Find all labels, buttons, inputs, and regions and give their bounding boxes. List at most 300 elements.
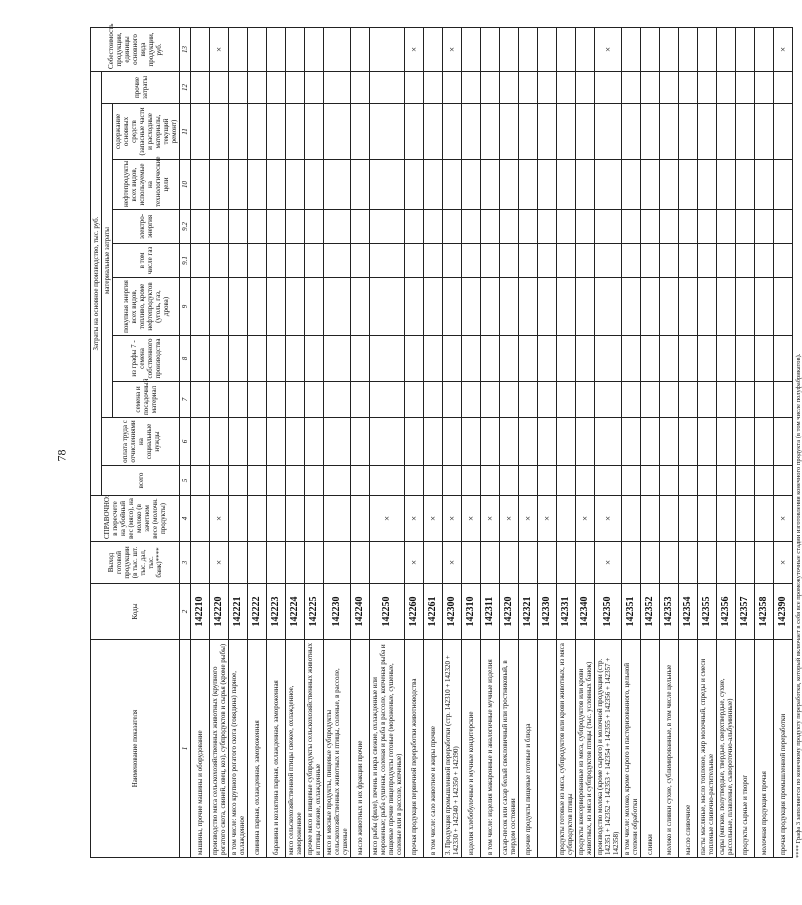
row-unit-cost bbox=[286, 27, 305, 71]
row-cost-cell bbox=[210, 278, 229, 336]
row-cost-cell bbox=[351, 104, 370, 160]
row-cost-cell bbox=[698, 104, 717, 160]
row-cost-cell bbox=[679, 210, 698, 244]
row-cost-cell bbox=[405, 336, 424, 382]
row-cost-cell bbox=[557, 382, 576, 418]
table-row bbox=[351, 27, 370, 857]
column-number: 6 bbox=[180, 418, 191, 466]
row-cost-cell bbox=[351, 382, 370, 418]
row-reference: × bbox=[576, 496, 595, 542]
row-reference bbox=[351, 496, 370, 542]
row-cost-cell bbox=[519, 104, 538, 160]
row-cost-cell bbox=[622, 418, 641, 466]
row-name: свинина парная, охлажденная, замороженная bbox=[248, 640, 267, 858]
row-output bbox=[698, 542, 717, 584]
row-cost-cell bbox=[519, 278, 538, 336]
row-cost-cell bbox=[191, 382, 210, 418]
row-cost-cell bbox=[248, 210, 267, 244]
row-cost-cell bbox=[370, 160, 405, 210]
row-cost-cell bbox=[405, 104, 424, 160]
row-cost-cell bbox=[698, 278, 717, 336]
row-cost-cell bbox=[576, 71, 595, 103]
row-cost-cell bbox=[679, 418, 698, 466]
row-cost-cell bbox=[305, 160, 324, 210]
row-cost-cell bbox=[191, 278, 210, 336]
row-code: 142321 bbox=[519, 584, 538, 640]
row-name: мясо и мясные продукты, пищевые субпродукты сельскохозяйственных животных и птицы, соленые, в рассоле, сушеные bbox=[324, 640, 351, 858]
row-code: 142210 bbox=[191, 584, 210, 640]
row-unit-cost bbox=[248, 27, 267, 71]
row-cost-cell bbox=[424, 382, 443, 418]
row-cost-cell bbox=[717, 210, 736, 244]
row-output: × bbox=[405, 542, 424, 584]
row-cost-cell bbox=[641, 160, 660, 210]
row-name: в том числе: молоко, кроме сырого и пастеризованного, цельной степени обработки bbox=[622, 640, 641, 858]
row-cost-cell bbox=[717, 418, 736, 466]
row-cost-cell bbox=[641, 336, 660, 382]
row-output bbox=[324, 542, 351, 584]
row-unit-cost bbox=[370, 27, 405, 71]
row-reference bbox=[717, 496, 736, 542]
row-cost-cell bbox=[286, 382, 305, 418]
row-output bbox=[736, 542, 755, 584]
header-costs-group: Затраты на основное производство, тыс. руб. bbox=[91, 71, 102, 495]
row-cost-cell bbox=[660, 336, 679, 382]
row-cost-cell bbox=[755, 160, 774, 210]
row-cost-cell bbox=[424, 244, 443, 278]
rotated-report-page bbox=[90, 23, 802, 858]
row-cost-cell bbox=[305, 382, 324, 418]
row-unit-cost bbox=[500, 27, 519, 71]
row-cost-cell bbox=[248, 336, 267, 382]
header-oil: нефтепродукты всех видов, используемые на технологические цели bbox=[113, 160, 180, 210]
row-cost-cell bbox=[538, 244, 557, 278]
row-reference bbox=[305, 496, 324, 542]
header-maint: содержание основных средств (запасные части и расходные материалы, текущий ремонт) bbox=[113, 104, 180, 160]
row-cost-cell bbox=[622, 210, 641, 244]
row-cost-cell bbox=[443, 160, 462, 210]
header-name: Наименование показателя bbox=[91, 640, 180, 858]
row-cost-cell bbox=[641, 244, 660, 278]
row-unit-cost bbox=[305, 27, 324, 71]
column-number: 8 bbox=[180, 336, 191, 382]
row-code: 142261 bbox=[424, 584, 443, 640]
row-cost-cell bbox=[424, 418, 443, 466]
row-cost-cell bbox=[557, 104, 576, 160]
row-name: прочая продукция промышленной переработки bbox=[774, 640, 793, 858]
row-cost-cell bbox=[519, 382, 538, 418]
row-cost-cell bbox=[424, 160, 443, 210]
row-cost-cell bbox=[557, 418, 576, 466]
row-cost-cell bbox=[248, 382, 267, 418]
production-costs-table bbox=[90, 23, 793, 858]
row-cost-cell bbox=[405, 382, 424, 418]
row-cost-cell bbox=[267, 104, 286, 160]
row-cost-cell bbox=[538, 104, 557, 160]
column-number: 3 bbox=[180, 542, 191, 584]
row-cost-cell bbox=[774, 382, 793, 418]
row-cost-cell bbox=[405, 466, 424, 496]
header-seeds: семена и посадочный материал bbox=[113, 382, 180, 418]
row-cost-cell bbox=[286, 104, 305, 160]
row-reference bbox=[191, 496, 210, 542]
column-number: 7 bbox=[180, 382, 191, 418]
row-unit-cost bbox=[622, 27, 641, 71]
row-cost-cell bbox=[481, 278, 500, 336]
row-cost-cell bbox=[519, 418, 538, 466]
row-cost-cell bbox=[755, 278, 774, 336]
row-cost-cell bbox=[595, 160, 622, 210]
row-cost-cell bbox=[229, 418, 248, 466]
row-cost-cell bbox=[557, 244, 576, 278]
row-cost-cell bbox=[424, 210, 443, 244]
row-reference bbox=[679, 496, 698, 542]
row-name: прочее мясо и пищевые субпродукты сельскохозяйственных животных и птицы свежие, охлажденные bbox=[305, 640, 324, 858]
table-row bbox=[622, 27, 641, 857]
row-cost-cell bbox=[595, 418, 622, 466]
row-cost-cell bbox=[538, 466, 557, 496]
row-cost-cell bbox=[736, 104, 755, 160]
row-cost-cell bbox=[405, 244, 424, 278]
row-output: × bbox=[774, 542, 793, 584]
table-row bbox=[500, 27, 519, 857]
header-gas: в том числе газ bbox=[113, 244, 180, 278]
table-row bbox=[698, 27, 717, 857]
header-elec: электро-энергия bbox=[113, 210, 180, 244]
table-row bbox=[424, 27, 443, 857]
row-cost-cell bbox=[641, 71, 660, 103]
row-code: 142311 bbox=[481, 584, 500, 640]
row-cost-cell bbox=[481, 244, 500, 278]
row-reference: × bbox=[462, 496, 481, 542]
row-cost-cell bbox=[717, 336, 736, 382]
row-code: 142300 bbox=[443, 584, 462, 640]
row-cost-cell bbox=[443, 382, 462, 418]
row-cost-cell bbox=[538, 336, 557, 382]
row-cost-cell bbox=[229, 71, 248, 103]
header-other: прочие затраты bbox=[102, 71, 180, 103]
row-cost-cell bbox=[370, 104, 405, 160]
row-unit-cost: × bbox=[443, 27, 462, 71]
row-cost-cell bbox=[595, 382, 622, 418]
row-name: продукты консервированные из мяса, субпродуктов или крови животных, из мяса и субпродуктов птицы (тыс. условных банок) bbox=[576, 640, 595, 858]
row-cost-cell bbox=[576, 210, 595, 244]
column-number: 2 bbox=[180, 584, 191, 640]
row-cost-cell bbox=[557, 466, 576, 496]
row-cost-cell bbox=[462, 210, 481, 244]
row-cost-cell bbox=[698, 336, 717, 382]
row-cost-cell bbox=[286, 418, 305, 466]
row-cost-cell bbox=[622, 160, 641, 210]
row-cost-cell bbox=[191, 160, 210, 210]
row-output bbox=[267, 542, 286, 584]
row-cost-cell bbox=[576, 336, 595, 382]
row-cost-cell bbox=[576, 104, 595, 160]
row-cost-cell bbox=[698, 71, 717, 103]
row-cost-cell bbox=[210, 104, 229, 160]
row-cost-cell bbox=[370, 71, 405, 103]
row-cost-cell bbox=[576, 382, 595, 418]
table-row bbox=[736, 27, 755, 857]
row-name: баранина и козлятина парная, охлажденная, замороженная bbox=[267, 640, 286, 858]
row-unit-cost bbox=[557, 27, 576, 71]
row-cost-cell bbox=[500, 104, 519, 160]
table-row bbox=[210, 27, 229, 857]
row-cost-cell bbox=[210, 71, 229, 103]
row-cost-cell bbox=[679, 71, 698, 103]
row-cost-cell bbox=[500, 418, 519, 466]
row-cost-cell bbox=[424, 104, 443, 160]
row-cost-cell bbox=[622, 382, 641, 418]
row-cost-cell bbox=[210, 336, 229, 382]
row-cost-cell bbox=[191, 210, 210, 244]
row-cost-cell bbox=[229, 278, 248, 336]
row-cost-cell bbox=[500, 244, 519, 278]
row-code: 142230 bbox=[324, 584, 351, 640]
row-cost-cell bbox=[774, 244, 793, 278]
row-unit-cost bbox=[717, 27, 736, 71]
row-cost-cell bbox=[210, 418, 229, 466]
table-row bbox=[405, 27, 424, 857]
row-cost-cell bbox=[286, 278, 305, 336]
table-row bbox=[229, 27, 248, 857]
row-cost-cell bbox=[538, 71, 557, 103]
row-cost-cell bbox=[736, 71, 755, 103]
column-number: 11 bbox=[180, 104, 191, 160]
row-cost-cell bbox=[405, 210, 424, 244]
row-cost-cell bbox=[595, 336, 622, 382]
row-cost-cell bbox=[698, 466, 717, 496]
row-output bbox=[229, 542, 248, 584]
row-unit-cost bbox=[736, 27, 755, 71]
row-output: × bbox=[210, 542, 229, 584]
table-row bbox=[641, 27, 660, 857]
row-cost-cell bbox=[755, 104, 774, 160]
row-cost-cell bbox=[538, 210, 557, 244]
row-cost-cell bbox=[305, 278, 324, 336]
row-code: 142224 bbox=[286, 584, 305, 640]
row-cost-cell bbox=[679, 466, 698, 496]
row-cost-cell bbox=[500, 71, 519, 103]
row-cost-cell bbox=[443, 210, 462, 244]
row-output bbox=[286, 542, 305, 584]
row-cost-cell bbox=[660, 382, 679, 418]
row-cost-cell bbox=[267, 71, 286, 103]
row-reference bbox=[267, 496, 286, 542]
row-cost-cell bbox=[229, 210, 248, 244]
row-cost-cell bbox=[755, 466, 774, 496]
row-output bbox=[519, 542, 538, 584]
row-reference: × bbox=[424, 496, 443, 542]
row-cost-cell bbox=[443, 104, 462, 160]
row-code: 142340 bbox=[576, 584, 595, 640]
row-cost-cell bbox=[698, 382, 717, 418]
row-cost-cell bbox=[755, 418, 774, 466]
row-cost-cell bbox=[538, 278, 557, 336]
table-row bbox=[755, 27, 774, 857]
table-row bbox=[595, 27, 622, 857]
table-row bbox=[267, 27, 286, 857]
row-code: 142358 bbox=[755, 584, 774, 640]
row-code: 142354 bbox=[679, 584, 698, 640]
row-cost-cell bbox=[286, 244, 305, 278]
row-cost-cell bbox=[641, 418, 660, 466]
table-row bbox=[248, 27, 267, 857]
row-cost-cell bbox=[443, 244, 462, 278]
row-code: 142331 bbox=[557, 584, 576, 640]
row-unit-cost: × bbox=[595, 27, 622, 71]
row-code: 142350 bbox=[595, 584, 622, 640]
row-cost-cell bbox=[424, 71, 443, 103]
row-unit-cost bbox=[755, 27, 774, 71]
row-cost-cell bbox=[462, 71, 481, 103]
row-cost-cell bbox=[405, 278, 424, 336]
row-name: молоко и сливки сухие, сублимированные, в том числе цельные bbox=[660, 640, 679, 858]
row-cost-cell bbox=[500, 160, 519, 210]
row-cost-cell bbox=[774, 71, 793, 103]
row-name: производство мяса сельскохозяйственных животных (крупного рогатого скота, свиней, овец, коз), субпродуктов и сырья (кроме рыбы) bbox=[210, 640, 229, 858]
column-number: 12 bbox=[180, 71, 191, 103]
row-cost-cell bbox=[641, 382, 660, 418]
row-cost-cell bbox=[370, 244, 405, 278]
row-name: мясо сельскохозяйственной птицы свежее, охлажденное, замороженное bbox=[286, 640, 305, 858]
row-cost-cell bbox=[755, 210, 774, 244]
row-cost-cell bbox=[370, 210, 405, 244]
row-reference: × bbox=[405, 496, 424, 542]
row-cost-cell bbox=[717, 104, 736, 160]
row-cost-cell bbox=[229, 104, 248, 160]
row-cost-cell bbox=[210, 382, 229, 418]
row-cost-cell bbox=[717, 382, 736, 418]
row-unit-cost bbox=[641, 27, 660, 71]
row-reference bbox=[229, 496, 248, 542]
row-cost-cell bbox=[622, 104, 641, 160]
row-cost-cell bbox=[286, 160, 305, 210]
row-cost-cell bbox=[595, 466, 622, 496]
row-cost-cell bbox=[660, 210, 679, 244]
row-cost-cell bbox=[324, 160, 351, 210]
row-output bbox=[641, 542, 660, 584]
header-code: Коды bbox=[91, 584, 180, 640]
row-cost-cell bbox=[500, 466, 519, 496]
footnote: **** Графа 3 заполняется по конечному продукту переработки, который включает в себя все промежуточные стадии изготовления конечного продукта (в том числе полуфабрикатов). bbox=[795, 353, 802, 858]
row-cost-cell bbox=[736, 278, 755, 336]
header-total: всего bbox=[102, 466, 180, 496]
row-unit-cost bbox=[191, 27, 210, 71]
row-cost-cell bbox=[500, 382, 519, 418]
row-cost-cell bbox=[286, 466, 305, 496]
row-cost-cell bbox=[305, 418, 324, 466]
row-cost-cell bbox=[191, 104, 210, 160]
row-cost-cell bbox=[698, 244, 717, 278]
row-cost-cell bbox=[481, 104, 500, 160]
row-cost-cell bbox=[481, 466, 500, 496]
row-cost-cell bbox=[370, 466, 405, 496]
row-cost-cell bbox=[351, 278, 370, 336]
row-cost-cell bbox=[519, 160, 538, 210]
row-cost-cell bbox=[481, 382, 500, 418]
row-reference bbox=[660, 496, 679, 542]
header-output: Выход готовой продукции (в тыс. шт. тыс. дал, тыс. банк)**** bbox=[91, 542, 180, 584]
row-reference: × bbox=[538, 496, 557, 542]
row-cost-cell bbox=[660, 104, 679, 160]
row-output bbox=[679, 542, 698, 584]
row-unit-cost: × bbox=[405, 27, 424, 71]
row-unit-cost bbox=[660, 27, 679, 71]
row-reference bbox=[286, 496, 305, 542]
row-cost-cell bbox=[305, 466, 324, 496]
row-unit-cost bbox=[351, 27, 370, 71]
row-cost-cell bbox=[305, 71, 324, 103]
header-own-prod: из графы 7 - семена собственного производства bbox=[113, 336, 180, 382]
row-unit-cost bbox=[698, 27, 717, 71]
row-cost-cell bbox=[191, 244, 210, 278]
row-unit-cost bbox=[267, 27, 286, 71]
row-cost-cell bbox=[248, 160, 267, 210]
row-code: 142250 bbox=[370, 584, 405, 640]
row-name: пасты масляные, масло топленое, жир молочный, спреды и смеси топленые сливочно-растительные bbox=[698, 640, 717, 858]
row-code: 142356 bbox=[717, 584, 736, 640]
row-cost-cell bbox=[660, 418, 679, 466]
row-cost-cell bbox=[755, 244, 774, 278]
row-code: 142222 bbox=[248, 584, 267, 640]
column-number: 13 bbox=[180, 27, 191, 71]
row-cost-cell bbox=[622, 466, 641, 496]
table-row bbox=[538, 27, 557, 857]
row-cost-cell bbox=[641, 210, 660, 244]
row-code: 142221 bbox=[229, 584, 248, 640]
row-name: сахар-песок или сахар белый свекловичный или тростниковый, в твердом состоянии bbox=[500, 640, 519, 858]
row-cost-cell bbox=[538, 382, 557, 418]
row-output bbox=[538, 542, 557, 584]
row-code: 142260 bbox=[405, 584, 424, 640]
table-row bbox=[305, 27, 324, 857]
row-name: продукты готовые из мяса, субпродуктов или крови животных, из мяса субпродуктов птицы bbox=[557, 640, 576, 858]
row-cost-cell bbox=[424, 466, 443, 496]
row-cost-cell bbox=[324, 466, 351, 496]
row-output bbox=[370, 542, 405, 584]
row-output bbox=[576, 542, 595, 584]
row-unit-cost bbox=[324, 27, 351, 71]
row-unit-cost bbox=[679, 27, 698, 71]
row-name: в том числе: изделия макаронные и аналогичные мучные изделия bbox=[481, 640, 500, 858]
row-name: 3. Продукция промышленной переработки (стр. 142310 + 142320 + 142330 + 142340 + 142350 + 142390) bbox=[443, 640, 462, 858]
row-reference: × bbox=[481, 496, 500, 542]
row-cost-cell bbox=[481, 336, 500, 382]
row-cost-cell bbox=[248, 418, 267, 466]
row-output bbox=[622, 542, 641, 584]
row-cost-cell bbox=[267, 336, 286, 382]
row-cost-cell bbox=[370, 418, 405, 466]
row-cost-cell bbox=[679, 336, 698, 382]
row-cost-cell bbox=[351, 336, 370, 382]
row-cost-cell bbox=[351, 160, 370, 210]
table-row bbox=[443, 27, 462, 857]
row-unit-cost bbox=[462, 27, 481, 71]
row-cost-cell bbox=[229, 382, 248, 418]
table-row bbox=[370, 27, 405, 857]
row-cost-cell bbox=[267, 466, 286, 496]
row-name: масло сливочное bbox=[679, 640, 698, 858]
row-cost-cell bbox=[324, 104, 351, 160]
row-cost-cell bbox=[370, 382, 405, 418]
row-cost-cell bbox=[324, 382, 351, 418]
row-cost-cell bbox=[462, 466, 481, 496]
row-cost-cell bbox=[774, 104, 793, 160]
row-cost-cell bbox=[210, 160, 229, 210]
row-cost-cell bbox=[229, 160, 248, 210]
row-output bbox=[557, 542, 576, 584]
